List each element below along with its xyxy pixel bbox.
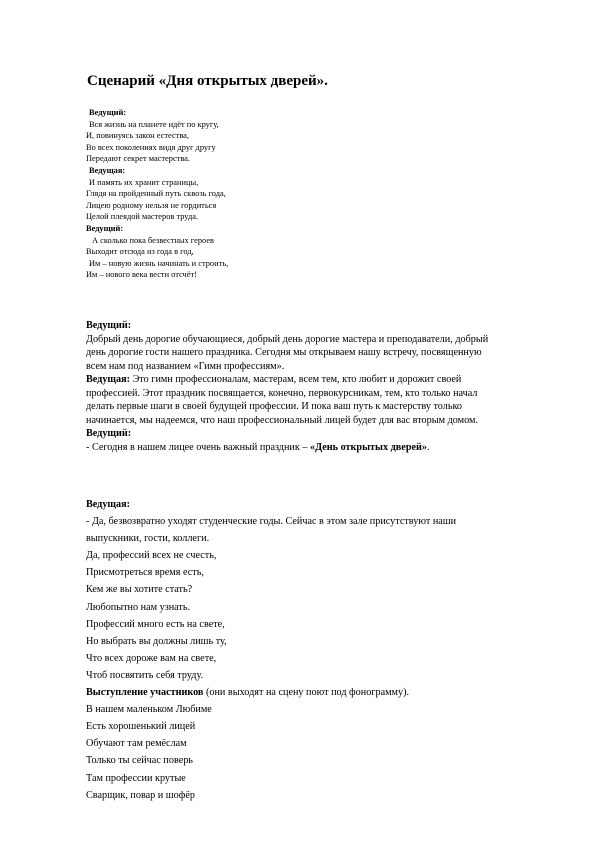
prose-text: Это гимн профессионалам, мастерам, всем тем, кто любит и дорожит своей bbox=[130, 374, 462, 385]
song-line: Там профессии крутые bbox=[86, 772, 186, 784]
speaker-label: Ведущий: bbox=[86, 428, 132, 439]
poem-line: И, повинуясь закон естества, bbox=[86, 131, 189, 141]
event-name: «День открытых дверей» bbox=[310, 441, 427, 453]
song-line: В нашем маленьком Любиме bbox=[86, 704, 212, 716]
script-line: Да, профессий всех не счесть, bbox=[86, 550, 217, 562]
prose-text: - Сегодня в нашем лицее очень важный праздник – bbox=[86, 441, 311, 453]
script-line: Любопытно нам узнать. bbox=[86, 601, 191, 613]
second-part bbox=[86, 496, 556, 804]
poem-line: Лицею родному нельзя не гордиться bbox=[86, 200, 217, 210]
poem-line: Целой плеядой мастеров труда. bbox=[86, 212, 199, 222]
poem-line: И память их хранит страницы, bbox=[89, 177, 199, 187]
script-line: Что всех дороже вам на свете, bbox=[86, 652, 217, 664]
script-line: Кем же вы хотите стать? bbox=[86, 584, 193, 596]
document-title: Сценарий «Дня открытых дверей». bbox=[87, 73, 328, 89]
poem-line: Передают секрет мастерства. bbox=[86, 154, 190, 164]
poem-line: Им – нового века вести отсчёт! bbox=[86, 270, 197, 280]
intro-prose bbox=[86, 319, 556, 454]
stage-direction: (они выходят на сцену поют под фонограмму). bbox=[203, 687, 410, 699]
prose-line: начинается, мы надеемся, что наш профессиональный лицей будет для вас вторым домом. bbox=[86, 414, 478, 426]
prose-line: день дорогие гости нашего праздника. Сегодня мы открываем нашу встречу, посвященную bbox=[86, 347, 482, 358]
script-line: Но выбрать вы должны лишь ту, bbox=[86, 635, 227, 647]
song-line: Есть хорошенький лицей bbox=[86, 721, 196, 733]
opening-poem bbox=[86, 107, 228, 281]
poem-line: Во всех поколениях видя друг другу bbox=[86, 142, 216, 152]
script-line: - Да, безвозвратно уходят студенческие годы. Сейчас в этом зале присутствуют наши bbox=[86, 516, 457, 528]
prose-line bbox=[86, 441, 556, 455]
speaker-label: Ведущая: bbox=[89, 165, 126, 175]
speaker-label: Ведущий: bbox=[86, 320, 132, 331]
poem-line: А сколько пока безвестных героев bbox=[92, 235, 214, 245]
script-line: Присмотреться время есть, bbox=[86, 567, 204, 579]
song-line: Только ты сейчас поверь bbox=[86, 755, 193, 767]
poem-line: Вся жизнь на планете идёт по кругу, bbox=[89, 119, 219, 129]
speaker-label: Ведущий: bbox=[89, 108, 127, 117]
speaker-label: Ведущий: bbox=[86, 223, 124, 233]
poem-line: Им – новую жизнь начинать и строить, bbox=[89, 258, 229, 268]
song-line: Сварщик, повар и шофёр bbox=[86, 789, 195, 801]
prose-line: делать первые шаги в своей будущей профессии. И пока ваш путь к мастерству только bbox=[86, 401, 463, 412]
script-line: выпускники, гости, коллеги. bbox=[86, 533, 210, 545]
prose-line: Добрый день дорогие обучающиеся, добрый день дорогие мастера и преподаватели, добрый bbox=[86, 333, 489, 345]
prose-line: профессией. Этот праздник посвящается, конечно, первокурсникам, тем, кто только начал bbox=[86, 387, 478, 399]
script-line: Чтоб посвятить себя труду. bbox=[86, 669, 204, 681]
stage-direction-label: Выступление участников bbox=[86, 687, 204, 699]
speaker-label: Ведущая: bbox=[86, 374, 131, 385]
prose-line bbox=[86, 373, 556, 387]
poem-line: Глядя на пройденный путь сквозь года, bbox=[86, 189, 226, 199]
speaker-label: Ведущая: bbox=[86, 499, 131, 510]
script-line bbox=[86, 684, 556, 701]
prose-line: всем нам под названием «Гимн профессиям». bbox=[86, 360, 285, 372]
prose-text: . bbox=[426, 441, 430, 453]
poem-line: Выходит отсюда из года в год, bbox=[86, 247, 194, 257]
song-line: Обучают там ремёслам bbox=[86, 738, 187, 750]
script-line: Профессий много есть на свете, bbox=[86, 618, 225, 630]
